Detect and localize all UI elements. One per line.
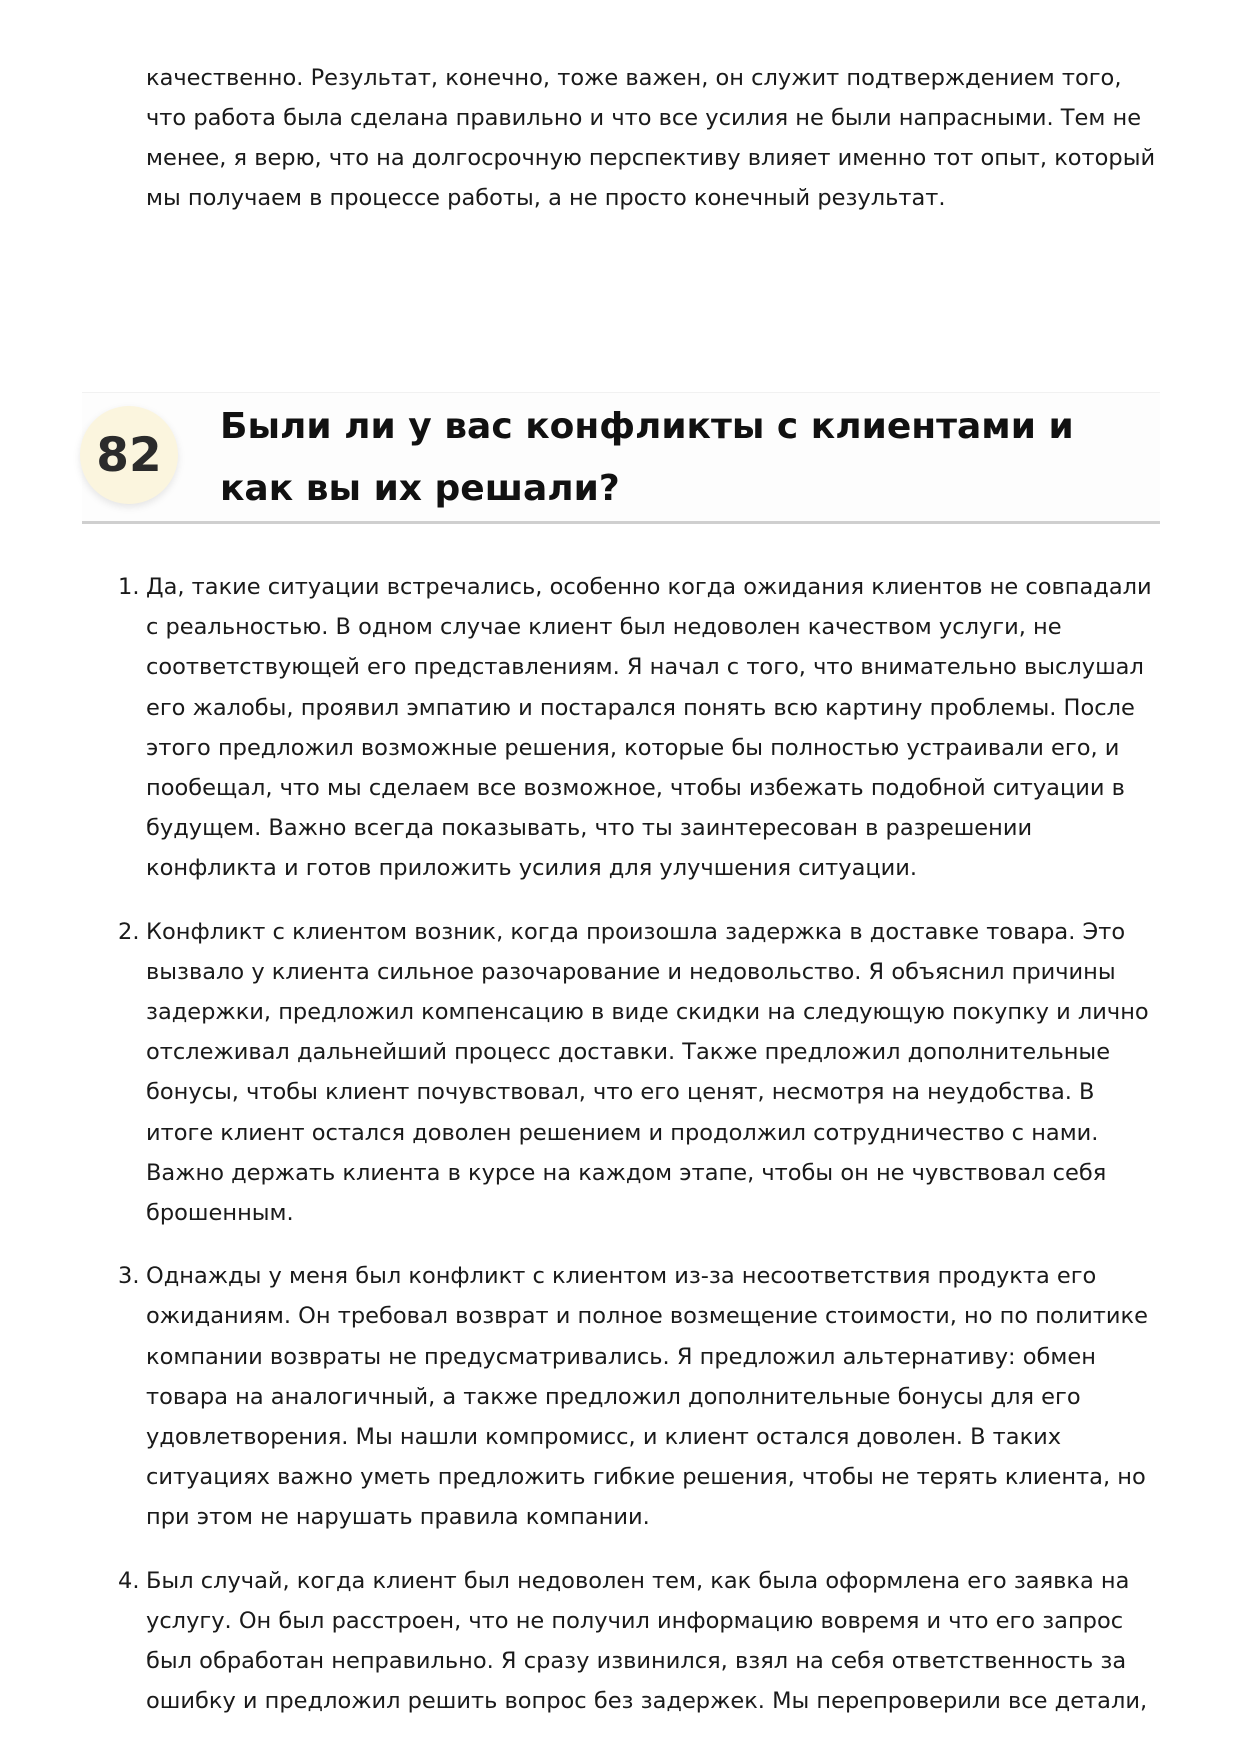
answer-number: 2.: [118, 918, 140, 945]
answer-text: Был случай, когда клиент был недоволен тем, как была оформлена его заявка на услугу. Он был расстроен, что не получил информацию вовремя и что его запрос был обработан неправильно. Я сразу извинился, взял на себя ответственность за ошибку и предложил решить вопрос без задержек. Мы перепроверили все детали,: [146, 1567, 1148, 1715]
answer-number: 1.: [118, 574, 140, 600]
question-title: Были ли у вас конфликты с клиентами и как вы их решали?: [220, 406, 1074, 509]
answer-list: [118, 567, 1166, 1744]
answer-text: Конфликт с клиентом возник, когда произошла задержка в доставке товара. Это вызвало у клиента сильное разочарование и недовольство. Я объяснил причины задержки, предложил компенсацию в виде скидки на следующую покупку и лично отслеживал дальнейший процесс доставки. Также предложил дополнительные бонусы, чтобы клиент почувствовал, что его ценят, несмотря на неудобства. В итоге клиент остался доволен решением и продолжил сотрудничество с нами. Важно держать клиента в курсе на каждом этапе, чтобы он не чувствовал себя брошенным.: [146, 918, 1149, 1227]
answer-item: [118, 1256, 1166, 1537]
answer-item: [118, 912, 1166, 1234]
intro-paragraph: качественно. Результат, конечно, тоже важен, он служит подтверждением того, что работа была сделана правильно и что все усилия не были напрасными. Тем не менее, я верю, что на долгосрочную перспективу влияет именно тот опыт, который мы получаем в процессе работы, а не просто конечный результат.: [146, 65, 1156, 211]
answer-number: 4.: [118, 1567, 140, 1594]
answer-text: Да, такие ситуации встречались, особенно когда ожидания клиентов не совпадали с реальностью. В одном случае клиент был недоволен качеством услуги, не соответствующей его представлениям. Я начал с того, что внимательно выслушал его жалобы, проявил эмпатию и постарался понять всю картину проблемы. После этого предложил возможные решения, которые бы полностью устраивали его, и пообещал, что мы сделаем все возможное, чтобы избежать подобной ситуации в будущем. Важно всегда показывать, что ты заинтересован в разрешении конфликта и готов приложить усилия для улучшения ситуации.: [146, 574, 1152, 882]
answer-text: Однажды у меня был конфликт с клиентом из-за несоответствия продукта его ожиданиям. Он требовал возврат и полное возмещение стоимости, но по политике компании возвраты не предусматривались. Я предложил альтернативу: обмен товара на аналогичный, а также предложил дополнительные бонусы для его удовлетворения. Мы нашли компромисс, и клиент остался доволен. В таких ситуациях важно уметь предложить гибкие решения, чтобы не терять клиента, но при этом не нарушать правила компании.: [146, 1263, 1148, 1531]
answer-item: [118, 1561, 1166, 1722]
question-number-badge: 82: [80, 406, 178, 504]
answer-number: 3.: [118, 1263, 140, 1290]
answer-item: [118, 567, 1166, 889]
